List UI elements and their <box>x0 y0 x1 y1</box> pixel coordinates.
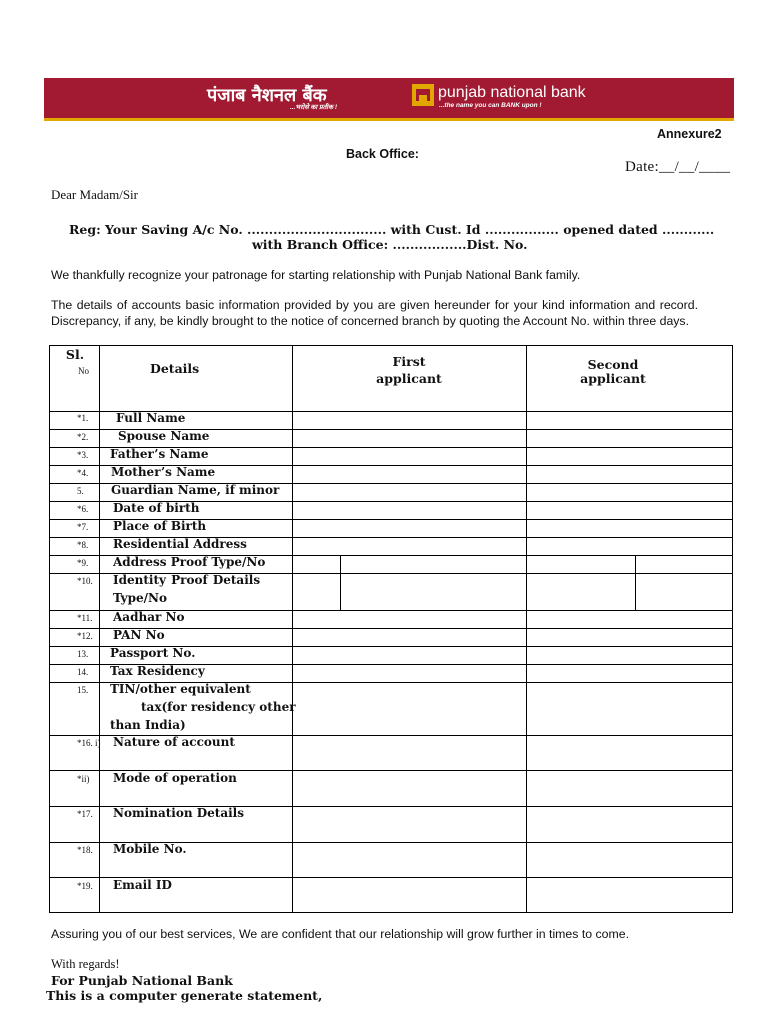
regards-line: With regards! <box>51 957 120 971</box>
row-label-nomination: Nomination Details <box>113 806 244 820</box>
row-number: *11. <box>77 613 93 623</box>
intro-paragraph: We thankfully recognize your patronage for starting relationship with Punjab National Bank family. <box>51 268 581 282</box>
row-number: *4. <box>77 468 89 478</box>
row-number: *9. <box>77 558 89 568</box>
second-applicant-header-line1: Second <box>587 357 639 372</box>
row-number: *7. <box>77 522 89 532</box>
row-number: *18. <box>77 845 93 855</box>
row-number: *12. <box>77 631 93 641</box>
row-label-full-name: Full Name <box>116 411 186 425</box>
hindi-bank-name: पंजाब नैशनल बैंक <box>207 85 327 106</box>
hindi-tagline: ...भरोसे का प्रतीक ! <box>290 104 338 111</box>
closing-paragraph: Assuring you of our best services, We are confident that our relationship will grow further in times to come. <box>51 927 629 941</box>
no-header: No <box>78 366 89 376</box>
row-label-passport: Passport No. <box>110 646 196 660</box>
row-number: 15. <box>77 685 89 695</box>
for-bank-line: For Punjab National Bank <box>51 973 233 988</box>
row-number: *8. <box>77 540 89 550</box>
row-number: *1. <box>77 413 89 423</box>
row-label-mobile: Mobile No. <box>113 842 187 856</box>
row-number: *17. <box>77 809 93 819</box>
sl-header: Sl. <box>65 347 85 362</box>
annexure-label: Annexure2 <box>657 127 722 141</box>
bank-header-banner <box>44 78 734 121</box>
row-label-residential-address: Residential Address <box>113 537 247 551</box>
row-number: *16. i) <box>77 738 101 748</box>
reg-line-1: Reg: Your Saving A/c No. ................................ with Cust. Id ................. opened dated ............ <box>69 222 715 237</box>
row-label-aadhar: Aadhar No <box>113 610 185 624</box>
row-label-mother-name: Mother’s Name <box>111 465 216 479</box>
row-label-nature-of-account: Nature of account <box>113 735 235 749</box>
row-label-identity-proof: Identity Proof Details <box>113 573 261 587</box>
back-office-label: Back Office: <box>346 147 419 161</box>
row-label-father-name: Father’s Name <box>110 447 209 461</box>
first-applicant-header-line2: applicant <box>376 371 442 386</box>
date-field: Date:__/__/____ <box>625 159 731 175</box>
row-number: *2. <box>77 432 89 442</box>
row-label-mode-of-operation: Mode of operation <box>113 771 237 785</box>
row-label-date-of-birth: Date of birth <box>113 501 200 515</box>
row-label-spouse-name: Spouse Name <box>118 429 210 443</box>
account-details-table <box>49 345 733 913</box>
row-number: *6. <box>77 504 89 514</box>
row-label-tin: TIN/other equivalent <box>110 682 251 696</box>
row-number: 5. <box>77 486 84 496</box>
row-number: *ii) <box>77 774 90 784</box>
row-number: 13. <box>77 649 89 659</box>
details-header: Details <box>150 361 200 376</box>
english-tagline: ...the name you can BANK upon ! <box>439 102 542 109</box>
reg-line-2: with Branch Office: .................Dist. No. <box>252 237 528 252</box>
row-label-tin-line2: tax(for residency other <box>141 700 296 714</box>
row-number: *10. <box>77 576 93 586</box>
row-label-tax-residency: Tax Residency <box>110 664 205 678</box>
row-label-tin-line3: than India) <box>110 718 186 732</box>
row-label-address-proof: Address Proof Type/No <box>113 555 266 569</box>
row-number: 14. <box>77 667 89 677</box>
details-paragraph: The details of accounts basic information provided by you are given hereunder for your kind information and record. Discrepancy, if any, be kindly brought to the notice of concerned branch by quoting the Account No. within three days. <box>51 298 698 328</box>
row-label-email: Email ID <box>113 878 172 892</box>
row-label-pan: PAN No <box>113 628 165 642</box>
english-bank-name: punjab national bank <box>438 84 586 101</box>
row-label-identity-proof-line2: Type/No <box>113 591 167 605</box>
computer-generated-note: This is a computer generate statement, <box>46 988 323 1003</box>
row-label-place-of-birth: Place of Birth <box>113 519 207 533</box>
row-label-guardian-name: Guardian Name, if minor <box>111 483 280 497</box>
salutation: Dear Madam/Sir <box>51 187 139 202</box>
pnb-logo-icon <box>412 84 434 106</box>
first-applicant-header-line1: First <box>392 354 426 369</box>
row-number: *19. <box>77 881 93 891</box>
second-applicant-header-line2: applicant <box>580 371 646 386</box>
row-number: *3. <box>77 450 89 460</box>
